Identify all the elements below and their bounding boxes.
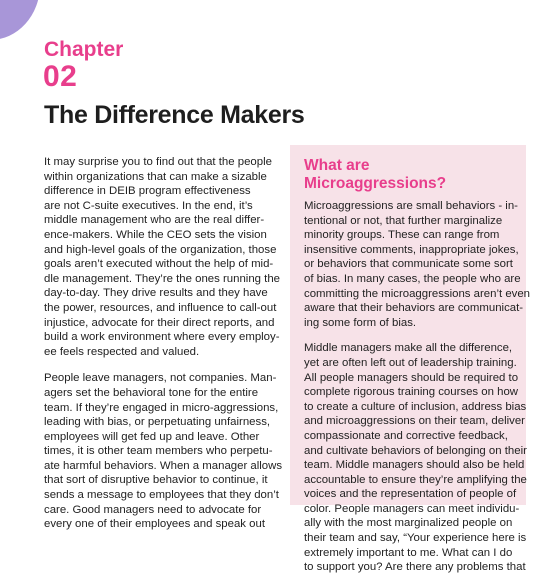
text-line: or behaviors that communicate some sort bbox=[304, 258, 513, 271]
text-line: middle management who are the real differ- bbox=[44, 214, 265, 227]
body-paragraph bbox=[44, 371, 283, 532]
text-line: employees will get fed up and leave. Other bbox=[44, 430, 260, 443]
body-paragraph bbox=[44, 155, 280, 359]
text-line: of bias. In many cases, the people who are bbox=[304, 272, 521, 285]
sidebar-title: What are Microaggressions? bbox=[304, 157, 447, 192]
text-line: aware that their behaviors are communicat- bbox=[304, 302, 524, 315]
text-line: to create a culture of inclusion, address bias bbox=[304, 400, 527, 413]
text-line: accountable to ensure they’re amplifying the bbox=[304, 473, 527, 486]
text-line: ee feels respected and valued. bbox=[44, 345, 200, 358]
text-line: build a work environment where every employ- bbox=[44, 331, 280, 344]
text-line: team. If they’re engaged in micro-aggressions, bbox=[44, 401, 279, 414]
page-title: The Difference Makers bbox=[44, 101, 305, 129]
microaggressions-sidebar bbox=[290, 145, 531, 574]
text-line: sends a message to employees that they don’t bbox=[44, 489, 279, 502]
text-line: that sort of disruptive behavior to continue, it bbox=[44, 474, 268, 487]
text-line: to support you? Are there any problems that bbox=[304, 561, 526, 574]
text-line: extremely important to me. What can I do bbox=[304, 546, 513, 559]
text-line: committing the microaggressions aren’t even bbox=[304, 287, 531, 300]
text-line: color. People managers can meet individu- bbox=[304, 502, 520, 515]
text-line: compassionate and corrective feedback, bbox=[304, 429, 508, 442]
text-line: and microaggressions on their team, deliver bbox=[304, 415, 525, 428]
text-line: People leave managers, not companies. Man- bbox=[44, 372, 277, 385]
text-line: All people managers should be required to bbox=[304, 371, 519, 384]
text-line: are not C-suite executives. In the end, it’s bbox=[44, 199, 253, 212]
text-line: team. Middle managers should also be held bbox=[304, 459, 525, 472]
text-line: the power, resources, and influence to call-out bbox=[44, 301, 277, 314]
text-line: yet are often left out of leadership training. bbox=[304, 356, 517, 369]
text-line: difference in DEIB program effectiveness bbox=[44, 185, 251, 198]
text-line: injustice, advocate for their direct reports, and bbox=[44, 316, 275, 329]
text-line: Microaggressions are small behaviors - in- bbox=[304, 200, 518, 212]
sidebar-paragraph bbox=[304, 341, 527, 575]
text-line: voices and the representation of people of bbox=[304, 488, 517, 501]
text-line: agers set the behavioral tone for the entire bbox=[44, 386, 259, 399]
text-line: leading with bias, or perpetuating unfairness, bbox=[44, 416, 271, 429]
text-line: times, it is other team members who perpetu- bbox=[44, 445, 273, 458]
chapter-label: Chapter bbox=[44, 38, 124, 61]
text-line: minority groups. These can range from bbox=[304, 229, 500, 242]
decorative-corner-shape bbox=[0, 0, 40, 40]
text-line: ate harmful behaviors. When a manager allows bbox=[44, 459, 283, 472]
text-line: within organizations that can make a sizable bbox=[44, 170, 267, 183]
text-line: complete rigorous training courses on how bbox=[304, 386, 519, 399]
text-line: and high-level goals of the organization, those bbox=[44, 243, 277, 256]
text-line: every one of their employees and speak out bbox=[44, 518, 265, 531]
text-line: It may surprise you to find out that the people bbox=[44, 156, 272, 168]
main-text-column bbox=[44, 155, 283, 544]
text-line: ing some form of bias. bbox=[304, 316, 417, 329]
text-line: their team and say, “Your experience here is bbox=[304, 532, 527, 545]
text-line: and cultivate behaviors of belonging on their bbox=[304, 444, 527, 457]
chapter-number: 02 bbox=[43, 60, 78, 93]
text-line: Middle managers make all the difference, bbox=[304, 342, 513, 355]
text-line: goals aren’t executed without the help of mid- bbox=[44, 258, 274, 271]
text-line: ence-makers. While the CEO sets the vision bbox=[44, 228, 267, 241]
text-line: insensitive comments, inappropriate jokes, bbox=[304, 243, 519, 256]
text-line: tentional or not, that further marginalize bbox=[304, 214, 503, 227]
text-line: day-to-day. They drive results and they have bbox=[44, 287, 268, 300]
text-line: dle management. They’re the ones running the bbox=[44, 272, 280, 285]
text-line: ally with the most marginalized people on bbox=[304, 517, 513, 530]
sidebar-paragraph bbox=[304, 199, 531, 330]
text-line: care. Good managers need to advocate for bbox=[44, 503, 262, 516]
